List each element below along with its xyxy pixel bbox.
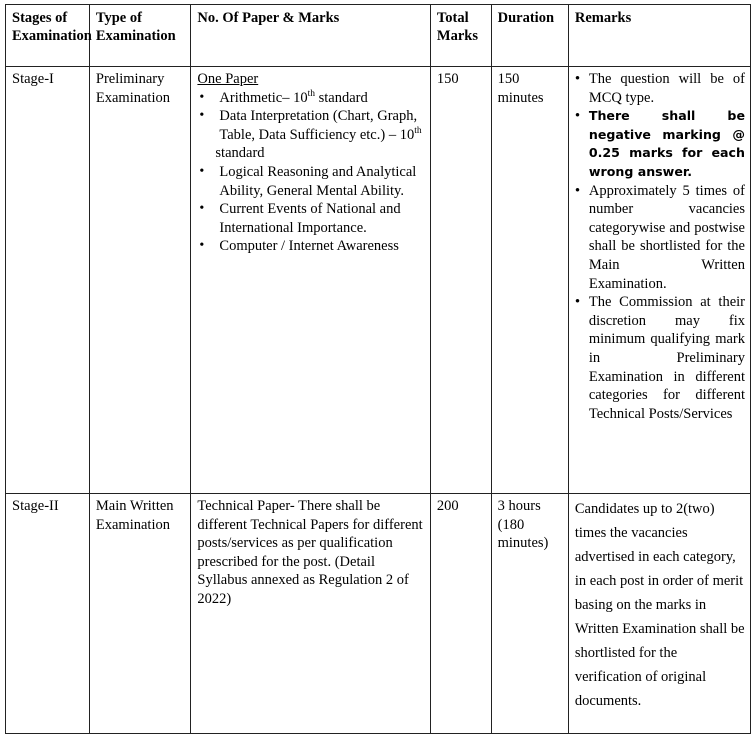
list-item bbox=[589, 107, 745, 181]
subject-suffix: standard bbox=[215, 145, 265, 162]
subject-list bbox=[197, 89, 425, 256]
subject-current-events: Current Events of National and International Importance. bbox=[219, 201, 401, 236]
remarks-list bbox=[575, 70, 745, 423]
table-row-stage-1 bbox=[6, 67, 751, 494]
header-type: Type of Examination bbox=[89, 5, 191, 67]
remark-shortlist: Approximately 5 times of number vacancies categorywise and postwise shall be shortlisted for the Main Written Examination. bbox=[588, 182, 745, 292]
superscript: th bbox=[307, 88, 315, 99]
stage-1-label: Stage-I bbox=[6, 67, 90, 494]
list-item bbox=[589, 70, 745, 107]
list-item bbox=[215, 107, 425, 163]
header-remarks: Remarks bbox=[568, 5, 750, 67]
stage-2-paper: Technical Paper- There shall be different Technical Papers for different posts/services as per qualification prescribed for the post. (Detail Syllabus annexed as Regulation 2 of 2022) bbox=[191, 494, 431, 734]
stage-1-duration: 150 minutes bbox=[491, 67, 568, 494]
stage-2-duration: 3 hours (180 minutes) bbox=[491, 494, 568, 734]
stage-1-remarks bbox=[568, 67, 750, 494]
stage-2-type: Main Written Examination bbox=[89, 494, 191, 734]
table-row-stage-2 bbox=[6, 494, 751, 734]
list-item bbox=[219, 200, 425, 237]
subject-data-interpretation: Data Interpretation (Chart, Graph, Table, Data Sufficiency etc.) – 10 bbox=[219, 108, 418, 143]
list-item bbox=[219, 237, 425, 256]
stage-2-remarks: Candidates up to 2(two) times the vacancies advertised in each category, in each post in order of merit basing on the marks in Written Examination shall be shortlisted for the verification of original documents. bbox=[568, 494, 750, 734]
header-total: Total Marks bbox=[430, 5, 491, 67]
subject-suffix: standard bbox=[315, 89, 368, 106]
list-item bbox=[589, 182, 745, 294]
stage-2-label: Stage-II bbox=[6, 494, 90, 734]
superscript: th bbox=[414, 125, 422, 136]
header-row bbox=[6, 5, 751, 67]
remark-mcq: The question will be of MCQ type. bbox=[588, 71, 745, 106]
stage-1-papers bbox=[191, 67, 431, 494]
header-duration: Duration bbox=[491, 5, 568, 67]
paper-title: One Paper bbox=[197, 71, 259, 87]
subject-arithmetic: Arithmetic– 10 bbox=[219, 89, 308, 106]
subject-logical-reasoning: Logical Reasoning and Analytical Ability, General Mental Ability. bbox=[219, 163, 417, 199]
header-stages: Stages of Examination bbox=[6, 5, 90, 67]
list-item bbox=[219, 163, 425, 200]
examination-scheme-table bbox=[5, 4, 751, 734]
stage-2-total: 200 bbox=[430, 494, 491, 734]
remark-qualifying: The Commission at their discretion may fix minimum qualifying mark in Preliminary Examination in different categories for different Technical Posts/Services bbox=[588, 294, 745, 422]
remark-negative-marking: There shall be negative marking @ 0.25 marks for each wrong answer. bbox=[588, 108, 745, 179]
subject-computer: Computer / Internet Awareness bbox=[219, 238, 399, 255]
header-papers: No. Of Paper & Marks bbox=[191, 5, 431, 67]
list-item bbox=[589, 293, 745, 423]
stage-1-type: Preliminary Examination bbox=[89, 67, 191, 494]
stage-1-total: 150 bbox=[430, 67, 491, 494]
list-item bbox=[219, 89, 425, 108]
